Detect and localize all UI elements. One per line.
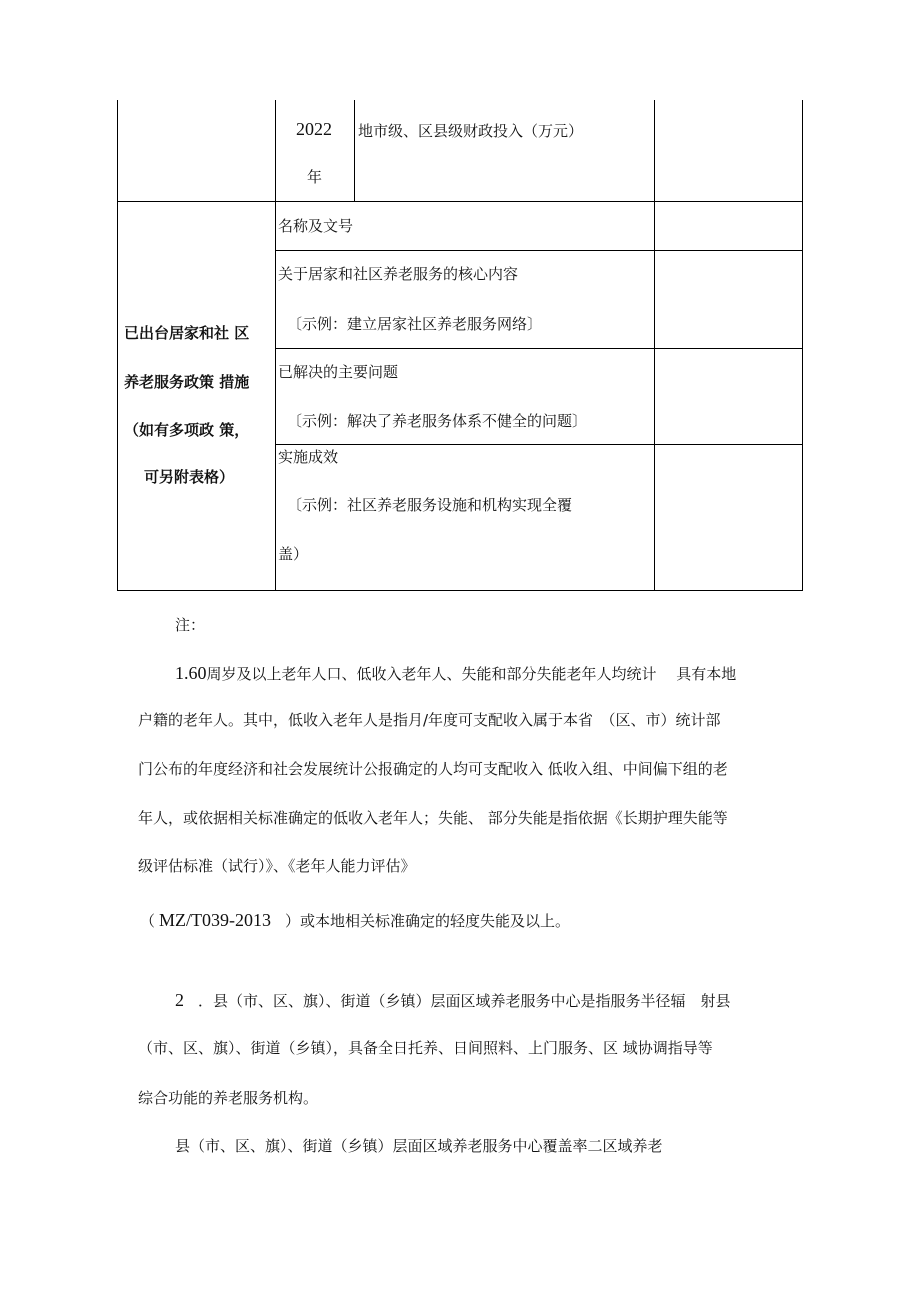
note-1-line-2: 户籍的老年人。其中，低收入老年人是指月/年度可支配收入属于本省 （区、市）统计部	[138, 711, 721, 729]
note-1-line-5: 级评估标准（试行）》、《老年人能力评估》	[138, 857, 416, 875]
row-core-content: 关于居家和社区养老服务的核心内容	[278, 265, 519, 283]
row-effect-example-2: 盖）	[278, 545, 309, 563]
policy-label-line1: 已出台居家和社 区	[124, 324, 250, 342]
policy-label-line4: 可另附表格）	[144, 468, 235, 486]
table-row-divider-2	[275, 250, 803, 251]
note-2-text-1: ．县（市、区、旗）、街道（乡镇）层面区域养老服务中心是指服务半径辐 射县	[198, 992, 731, 1010]
note-1-line-6	[140, 911, 570, 929]
table-row-divider-1	[117, 201, 803, 202]
note-1-line-6-rest: ）或本地相关标准确定的轻度失能及以上。	[285, 912, 571, 930]
row-name-and-number: 名称及文号	[278, 217, 354, 235]
table-col-divider-2	[654, 100, 655, 591]
note-1-line-1	[175, 664, 736, 682]
year-number: 2022	[296, 119, 332, 139]
table-col-divider-year	[354, 100, 355, 201]
table-col-divider-1	[275, 100, 276, 591]
note-2-line-2: （市、区、旗）、街道（乡镇），具备全日托养、日间照料、上门服务、区 域协调指导等	[138, 1039, 713, 1057]
table-border-left	[117, 100, 118, 591]
notes-title: 注：	[175, 616, 206, 634]
row-effect: 实施成效	[278, 448, 339, 466]
note-1-paren-open: （	[140, 912, 156, 930]
policy-label-line2: 养老服务政策 措施	[124, 373, 250, 391]
note-1-text-1: 周岁及以上老年人口、低收入老年人、失能和部分失能老年人均统计 具有本地	[206, 665, 737, 683]
note-1-number: 1.60	[175, 663, 207, 683]
table-row-divider-4	[275, 444, 803, 445]
row-effect-example-1: 〔示例：社区养老服务设施和机构实现全覆	[287, 496, 573, 514]
note-1-line-3: 门公布的年度经济和社会发展统计公报确定的人均可支配收入 低收入组、中间偏下组的老	[138, 760, 728, 778]
table-border-right	[802, 100, 803, 591]
table-border-bottom	[117, 590, 803, 591]
row-solved-example: 〔示例：解决了养老服务体系不健全的问题〕	[287, 412, 588, 430]
note-2-line-3: 综合功能的养老服务机构。	[138, 1089, 319, 1107]
note-2-line-1	[175, 991, 731, 1009]
year-unit: 年	[307, 168, 323, 186]
policy-label-line3: （如有多项政 策，	[124, 421, 250, 439]
year-row-item: 地市级、区县级财政投入（万元）	[358, 122, 584, 140]
note-1-standard-code: MZ/T039-2013	[159, 910, 272, 930]
note-3-line-1: 县（市、区、旗）、街道（乡镇）层面区域养老服务中心覆盖率二区域养老	[175, 1137, 663, 1155]
note-2-number: 2	[175, 990, 184, 1010]
row-core-example: 〔示例：建立居家社区养老服务网络〕	[287, 315, 543, 333]
table-row-divider-3	[275, 348, 803, 349]
note-1-line-4: 年人，或依据相关标准确定的低收入老年人；失能、 部分失能是指依据《长期护理失能等	[138, 809, 728, 827]
row-solved-problems: 已解决的主要问题	[278, 363, 399, 381]
